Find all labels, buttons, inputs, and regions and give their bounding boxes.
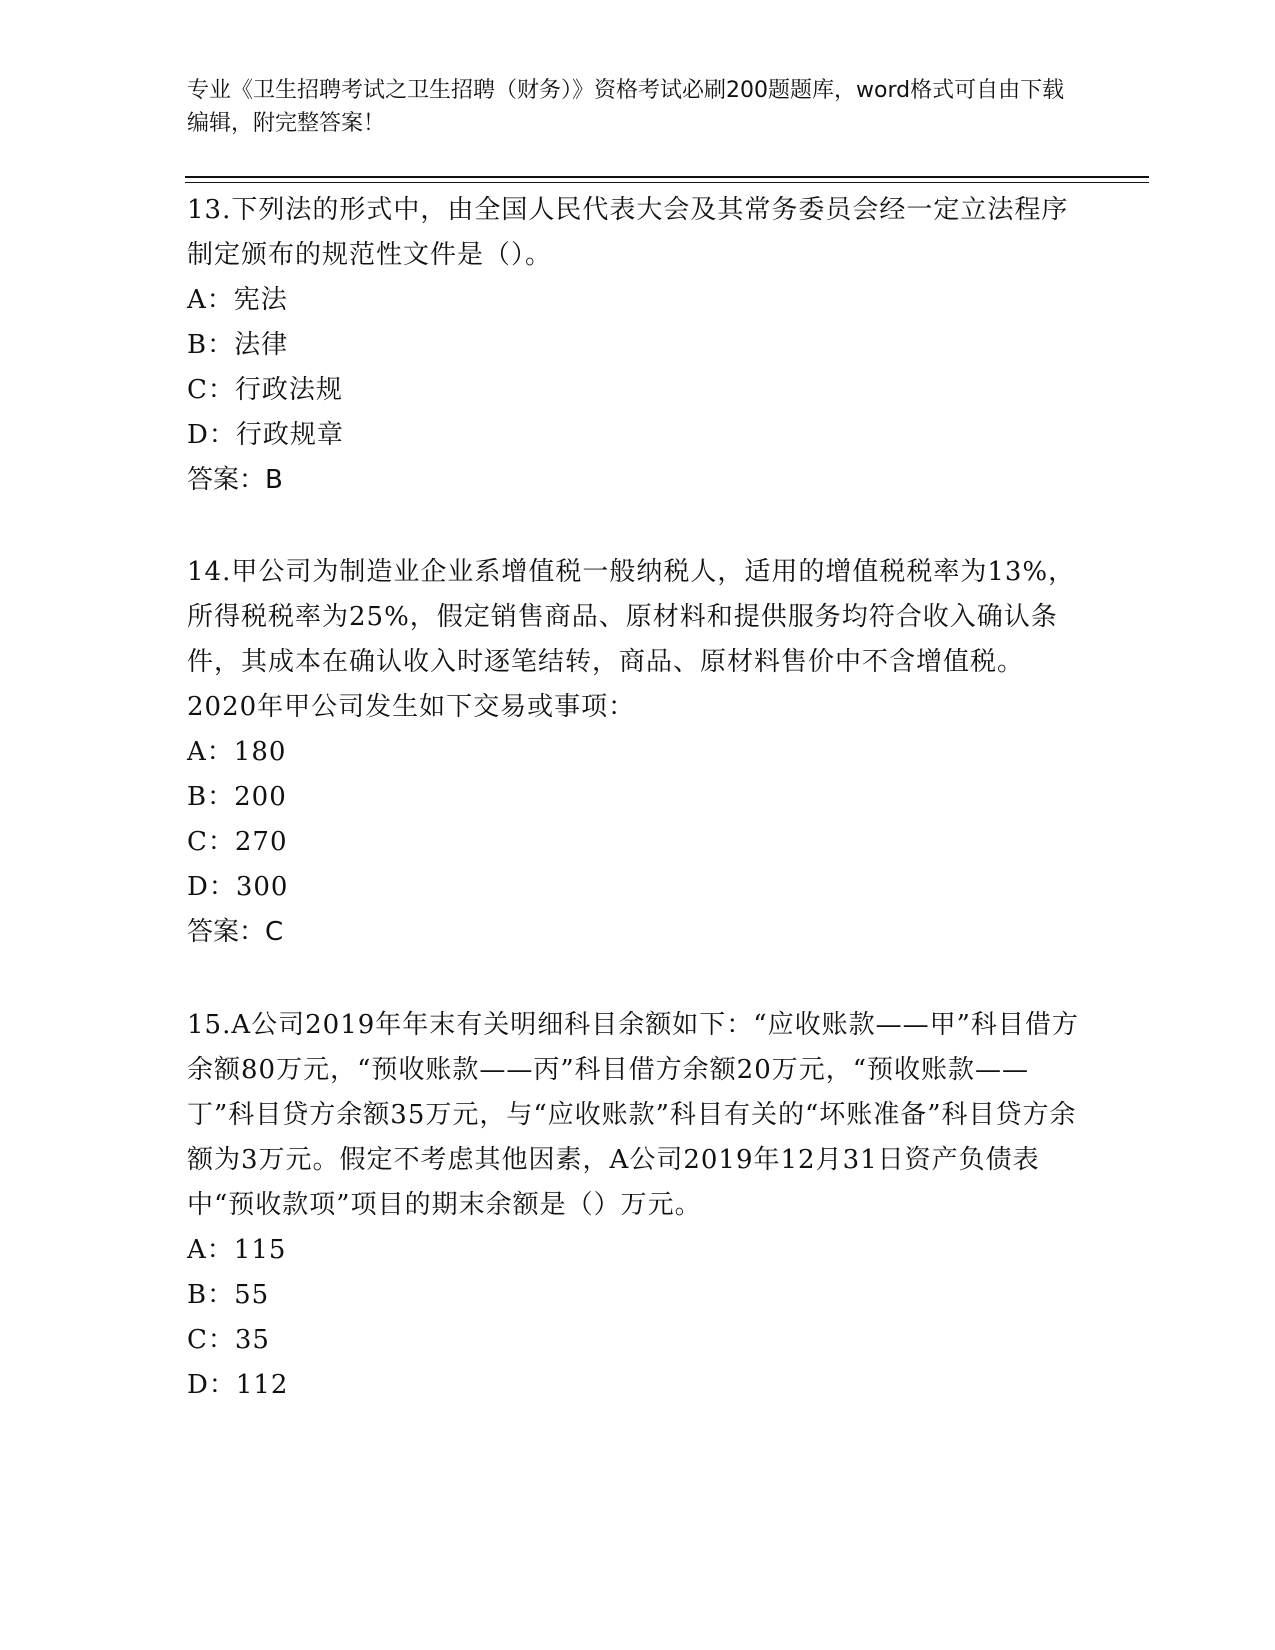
- option-b: B：法律: [187, 330, 289, 360]
- question-15: [187, 1003, 1087, 1408]
- option-d: D：行政规章: [187, 420, 344, 450]
- option-a: A：115: [187, 1235, 287, 1265]
- option-a: A：180: [187, 737, 287, 767]
- question-13: [187, 188, 1087, 503]
- option-d: D：300: [187, 872, 289, 902]
- answer: 答案：B: [187, 465, 283, 495]
- answer: 答案：C: [187, 917, 284, 947]
- header-divider-thin: [185, 182, 1149, 183]
- question-stem: 15.A公司2019年年末有关明细科目余额如下：“应收账款——甲”科目借方余额80万元，“预收账款——丙”科目借方余额20万元，“预收账款——丁”科目贷方余额35万元，与“应收账款”科目有关的“坏账准备”科目贷方余额为3万元。假定不考虑其他因素，A公司2019年12月31日资产负债表中“预收款项”项目的期末余额是（）万元。: [187, 1010, 1079, 1220]
- header-divider-thick: [185, 176, 1149, 178]
- question-14: [187, 550, 1087, 955]
- document-header: 专业《卫生招聘考试之卫生招聘（财务）》资格考试必刷200题题库，word格式可自由下载编辑，附完整答案！: [187, 78, 1065, 136]
- option-c: C：行政法规: [187, 375, 343, 405]
- option-b: B：200: [187, 782, 287, 812]
- question-stem: 13.下列法的形式中，由全国人民代表大会及其常务委员会经一定立法程序制定颁布的规范性文件是（）。: [187, 195, 1069, 270]
- option-b: B：55: [187, 1280, 270, 1310]
- option-d: D：112: [187, 1370, 289, 1400]
- option-c: C：270: [187, 827, 288, 857]
- option-c: C：35: [187, 1325, 270, 1355]
- question-stem: 14.甲公司为制造业企业系增值税一般纳税人，适用的增值税税率为13%，所得税税率为25%，假定销售商品、原材料和提供服务均符合收入确认条件，其成本在确认收入时逐笔结转，商品、原材料售价中不含增值税。2020年甲公司发生如下交易或事项：: [187, 557, 1076, 722]
- option-a: A：宪法: [187, 285, 288, 315]
